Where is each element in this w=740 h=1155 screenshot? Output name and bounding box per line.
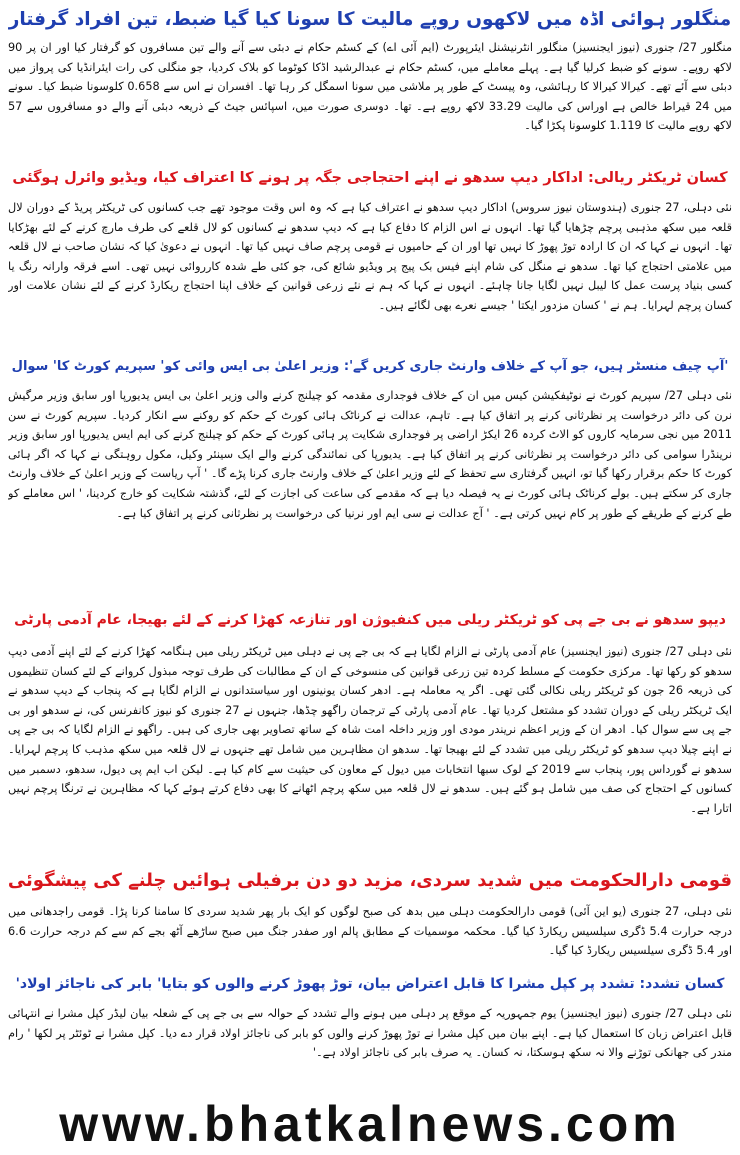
article-1 [8, 4, 732, 154]
article-2-headline: کسان ٹریکٹر ریالی: اداکار دیپ سدھو نے اپنے احتجاجی جگہ پر ہونے کا اعتراف کیا، ویڈیو وائرل ہوگئی [12, 170, 728, 186]
site-url[interactable]: www.bhatkalnews.com [59, 1096, 681, 1152]
article-6-body: نئی دہلی 27/ جنوری (نیوز ایجنسیز) یوم جمہوریہ کے موقع پر دہلی میں ہونے والے تشدد کے حوالہ سے بی جے پی کے شعلہ بیان لیڈر کپل مشرا نے انتہائی قابل اعتراض زبان کا استعمال کیا ہے۔ اپنے بیان میں کپل مشرا نے توڑ پھوڑ کرنے والوں کو بابر کی ناجائز اولاد قرار دے دیا۔ کپل مشرا نے ٹوئٹر پر لکھا ' رام مندر کی جھانکی توڑنے والا نہ سکھ ہوسکتا، نہ کسان۔ یہ صرف بابر کی ناجائز اولاد ہے۔' [8, 1007, 732, 1060]
article-6 [8, 966, 732, 1084]
article-1-headline: منگلور ہوائی اڈہ میں لاکھوں روپے مالیت کا سونا کیا گیا ضبط، تین افراد گرفتار [8, 9, 732, 30]
article-5 [8, 862, 732, 962]
article-2 [8, 160, 732, 316]
article-4 [8, 600, 732, 820]
article-5-body: نئی دہلی، 27 جنوری (یو این آئی) قومی دارالحکومت دہلی میں بدھ کی صبح لوگوں کو ایک بار پھر شدید سردی کا سامنا کرنا پڑا۔ قومی راجدھانی میں درجہ حرارت 5.4 ڈگری سیلسیس ریکارڈ کیا گیا۔ محکمہ موسمیات کے مطابق پالم اور صفدر جنگ میں صبح ساڑھے آٹھ بجے کم سے کم درجہ حرارت 6.6 اور 5.4 ڈگری سیلسیس ریکارڈ کیا گیا۔ [8, 905, 732, 958]
article-2-body: نئی دہلی، 27 جنوری (ہندوستان نیوز سروس) اداکار دیپ سدھو نے اعتراف کیا ہے کہ وہ اس وقت موجود تھے جب کسانوں کی ٹریکٹر پریڈ کے دوران لال قلعہ میں سکھ مذہبی پرچم چڑھایا گیا تھا۔ انہوں نے اس الزام کا دفاع کیا ہے کہ دیپ سدھو نے کسانوں کو لال قلعے کی طرف مارچ کرنے کے لئے بھڑکایا تھا۔ انہوں نے کہا کہ ان کا ارادہ توڑ پھوڑ کا نہیں تھا اور ان کے حامیوں نے قومی پرچم صاف نہیں کیا تھا۔ انہوں نے دعویٰ کیا کہ نشان صاحب نے لال قلعہ میں علامتی احتجاج کیا تھا۔ سدھو نے منگل کی شام اپنے فیس بک پیج پر ویڈیو شائع کی، جو کئی طے شدہ کارروائی نہیں تھی۔ اسے فرقہ وارانہ رنگ یا کسی بنیاد پرست عمل کا لیبل نہیں لگایا جانا چاہئے۔ انہوں نے کہا کہ ہم نے نئے زرعی قوانین کے خلاف اپنا احتجاج ریکارڈ کرنے کے لئے نشان علامت اور کسان پرچم لہرایا۔ ہم نے ' کسان مزدور ایکتا ' جیسے نعرے بھی لگائے ہیں۔ [8, 201, 732, 312]
article-3-body: نئی دہلی 27/ سپریم کورٹ نے نوٹیفکیشن کیس میں ان کے خلاف فوجداری مقدمہ کو چیلنج کرنے والی وزیر اعلیٰ بی ایس یدیورپا اور سابق وزیر مرگیش نرن کی دائر درخواست پر نظرثانی کرنے پر اتفاق کیا ہے۔ تاہم، عدالت نے کرناٹک ہائی کورٹ کے حکم کو روکنے سے انکار کردیا۔ سپریم کورٹ نے سن 2011 میں نجی سرمایہ کاروں کو الاٹ کردہ 26 ایکڑ اراضی پر فوجداری شکایت پر ہائی کورٹ کے حکم کو چیلنج کرنے کی ایم ایس یدیورپا اور سابق وزیر نرینڈرا سوامی کی دائر درخواست پر نظرثانی کرنے پر اتفاق کیا ہے۔ یدیورپا کی نمائندگی کرنے والے ایک سینئر وکیل، مکول روہتگی نے کہا کہ اگر ہائی کورٹ کا حکم برقرار رکھا گیا تو، انہیں گرفتاری سے تحفظ کے لئے وزیر اعلیٰ کے خلاف وارنٹ جاری کرنا پڑے گا۔ ' آپ ریاست کے وزیر اعلیٰ کے خلاف وارنٹ جاری کر سکتے ہیں۔ بولے کرناٹک ہائی کورٹ نے یہ فیصلہ دیا ہے کہ مقدمے کی ساعت کی اجازت کے لئے، گذشتہ شکایت کو خارج کردینا، ' اس معاملے کو طے کرنے کے طریقے کے طور پر کام نہیں کرتی ہے۔ ' آج عدالت نے سی ایم اور نرنیا کی درخواست پر نظرثانی کرنے پر اتفاق کیا ہے۔ [8, 389, 732, 520]
article-4-body: نئی دہلی 27/ جنوری (نیوز ایجنسیز) عام آدمی پارٹی نے الزام لگایا ہے کہ بی جے پی نے دہلی میں ٹریکٹر ریلی میں ہنگامہ کھڑا کرنے کے لئے اپنے آدمی دیپ سدھو کو رکھا تھا۔ مرکزی حکومت کے مسلط کردہ تین زرعی قوانین کی منسوخی کے ان کے مطالبات کی طرف توجہ مبذول کروانے کے لئے کسان تنظیموں کی ذریعہ 26 جون کو ٹریکٹر ریلی نکالی گئی تھی۔ اگر یہ معاملہ ہے۔ ادھر کسان یونینوں اور سیاستدانوں نے الزام لگایا ہے کہ پنجاب کے دیپ سدھو نے ایک ٹریکٹر ریلی کے دوران تشدد کو مشتعل کردیا تھا۔ عام آدمی پارٹی کے ترجمان راگھو چڈھا، جنہوں نے 27 جنوری کو نیوز کانفرنس کی، نے سدھو اور بی جے پی سے سوال کیا۔ ادھر ان کے وزیر اعظم نریندر مودی اور وزیر داخلہ امت شاہ کے ساتھ تصاویر بھی جاری کی ہیں۔ راگھو نے الزام لگایا کہ بی جے پی نے اپنے چیلا دیپ سدھو کو ٹریکٹر ریلی میں تشدد کے لئے بھیجا تھا۔ سدھو ان مظاہرین میں شامل تھے جنہوں نے لال قلعہ میں سکھ مذہب کا پرچم لہرایا۔ سدھو نے گورداس پور، پنجاب سے 2019 کے لوک سبھا انتخابات میں دیول کے معاون کی حیثیت سے کام کیا ہے۔ لیکن اب ایم پی دیول، سدھو، دسمبر میں کسانوں کے احتجاج کی صف میں شامل ہو گئے ہیں۔ سدھو نے لال قلعہ میں سکھ پرچم اٹھانے کا بھی دفاع کرتے ہوئے کہا کہ مظاہرین نے ترنگا پرچم نہیں اتارا ہے۔ [8, 645, 732, 815]
article-5-headline: قومی دارالحکومت میں شدید سردی، مزید دو دن برفیلی ہوائیں چلنے کی پیشگوئی [8, 870, 732, 891]
article-4-headline: دیپو سدھو نے بی جے پی کو ٹریکٹر ریلی میں کنفیوژن اور تنازعہ کھڑا کرنے کے لئے بھیجا، عام آدمی پارٹی [14, 612, 726, 628]
article-3-headline: 'آپ چیف منسٹر ہیں، جو آپ کے خلاف وارنٹ جاری کریں گے': وزیر اعلیٰ بی ایس وائی کو' سپریم کورٹ کا' سوال [11, 359, 729, 374]
article-1-body: منگلور 27/ جنوری (نیوز ایجنسیز) منگلور انٹرنیشنل ایئرپورٹ (ایم آئی اے) کے کسٹم حکام نے دبئی سے آنے والے تین مسافروں کو گرفتار کیا اور ان پر 90 لاکھ روپے۔ سونے کو ضبط کرلیا گیا ہے۔ پہلے معاملے میں، کسٹم حکام نے عبدالرشید اڈکا کوٹوما کو بلاک کردیا، جو منگلی کی رات ایئرانڈیا کی پرواز میں دبئی سے آئے تھے۔ کیرالا کیرالا کا رہائشی، وہ پیسٹ کے طور پر ملاشی میں سونا اسمگل کر رہا تھا۔ افسران نے اس سے 0.658 کلوسونا ضبط کیا۔ سونے میں 24 قیراط خالص ہے اوراس کی مالیت 33.29 لاکھ روپے ہے۔ تھا۔ دوسری صورت میں، اسپائس جیٹ کے ذریعہ دبئی آنے والے دو مسافروں سے 57 لاکھ روپے مالیت کا 1.119 کلوسونا پکڑا گیا۔ [8, 41, 732, 133]
article-6-headline: کسان تشدد: تشدد پر کپل مشرا کا قابل اعتراض بیان، توڑ پھوڑ کرنے والوں کو بتایا' بابر کی ناجائز اولاد' [15, 976, 725, 992]
site-footer [0, 1095, 740, 1153]
article-3 [8, 350, 732, 564]
